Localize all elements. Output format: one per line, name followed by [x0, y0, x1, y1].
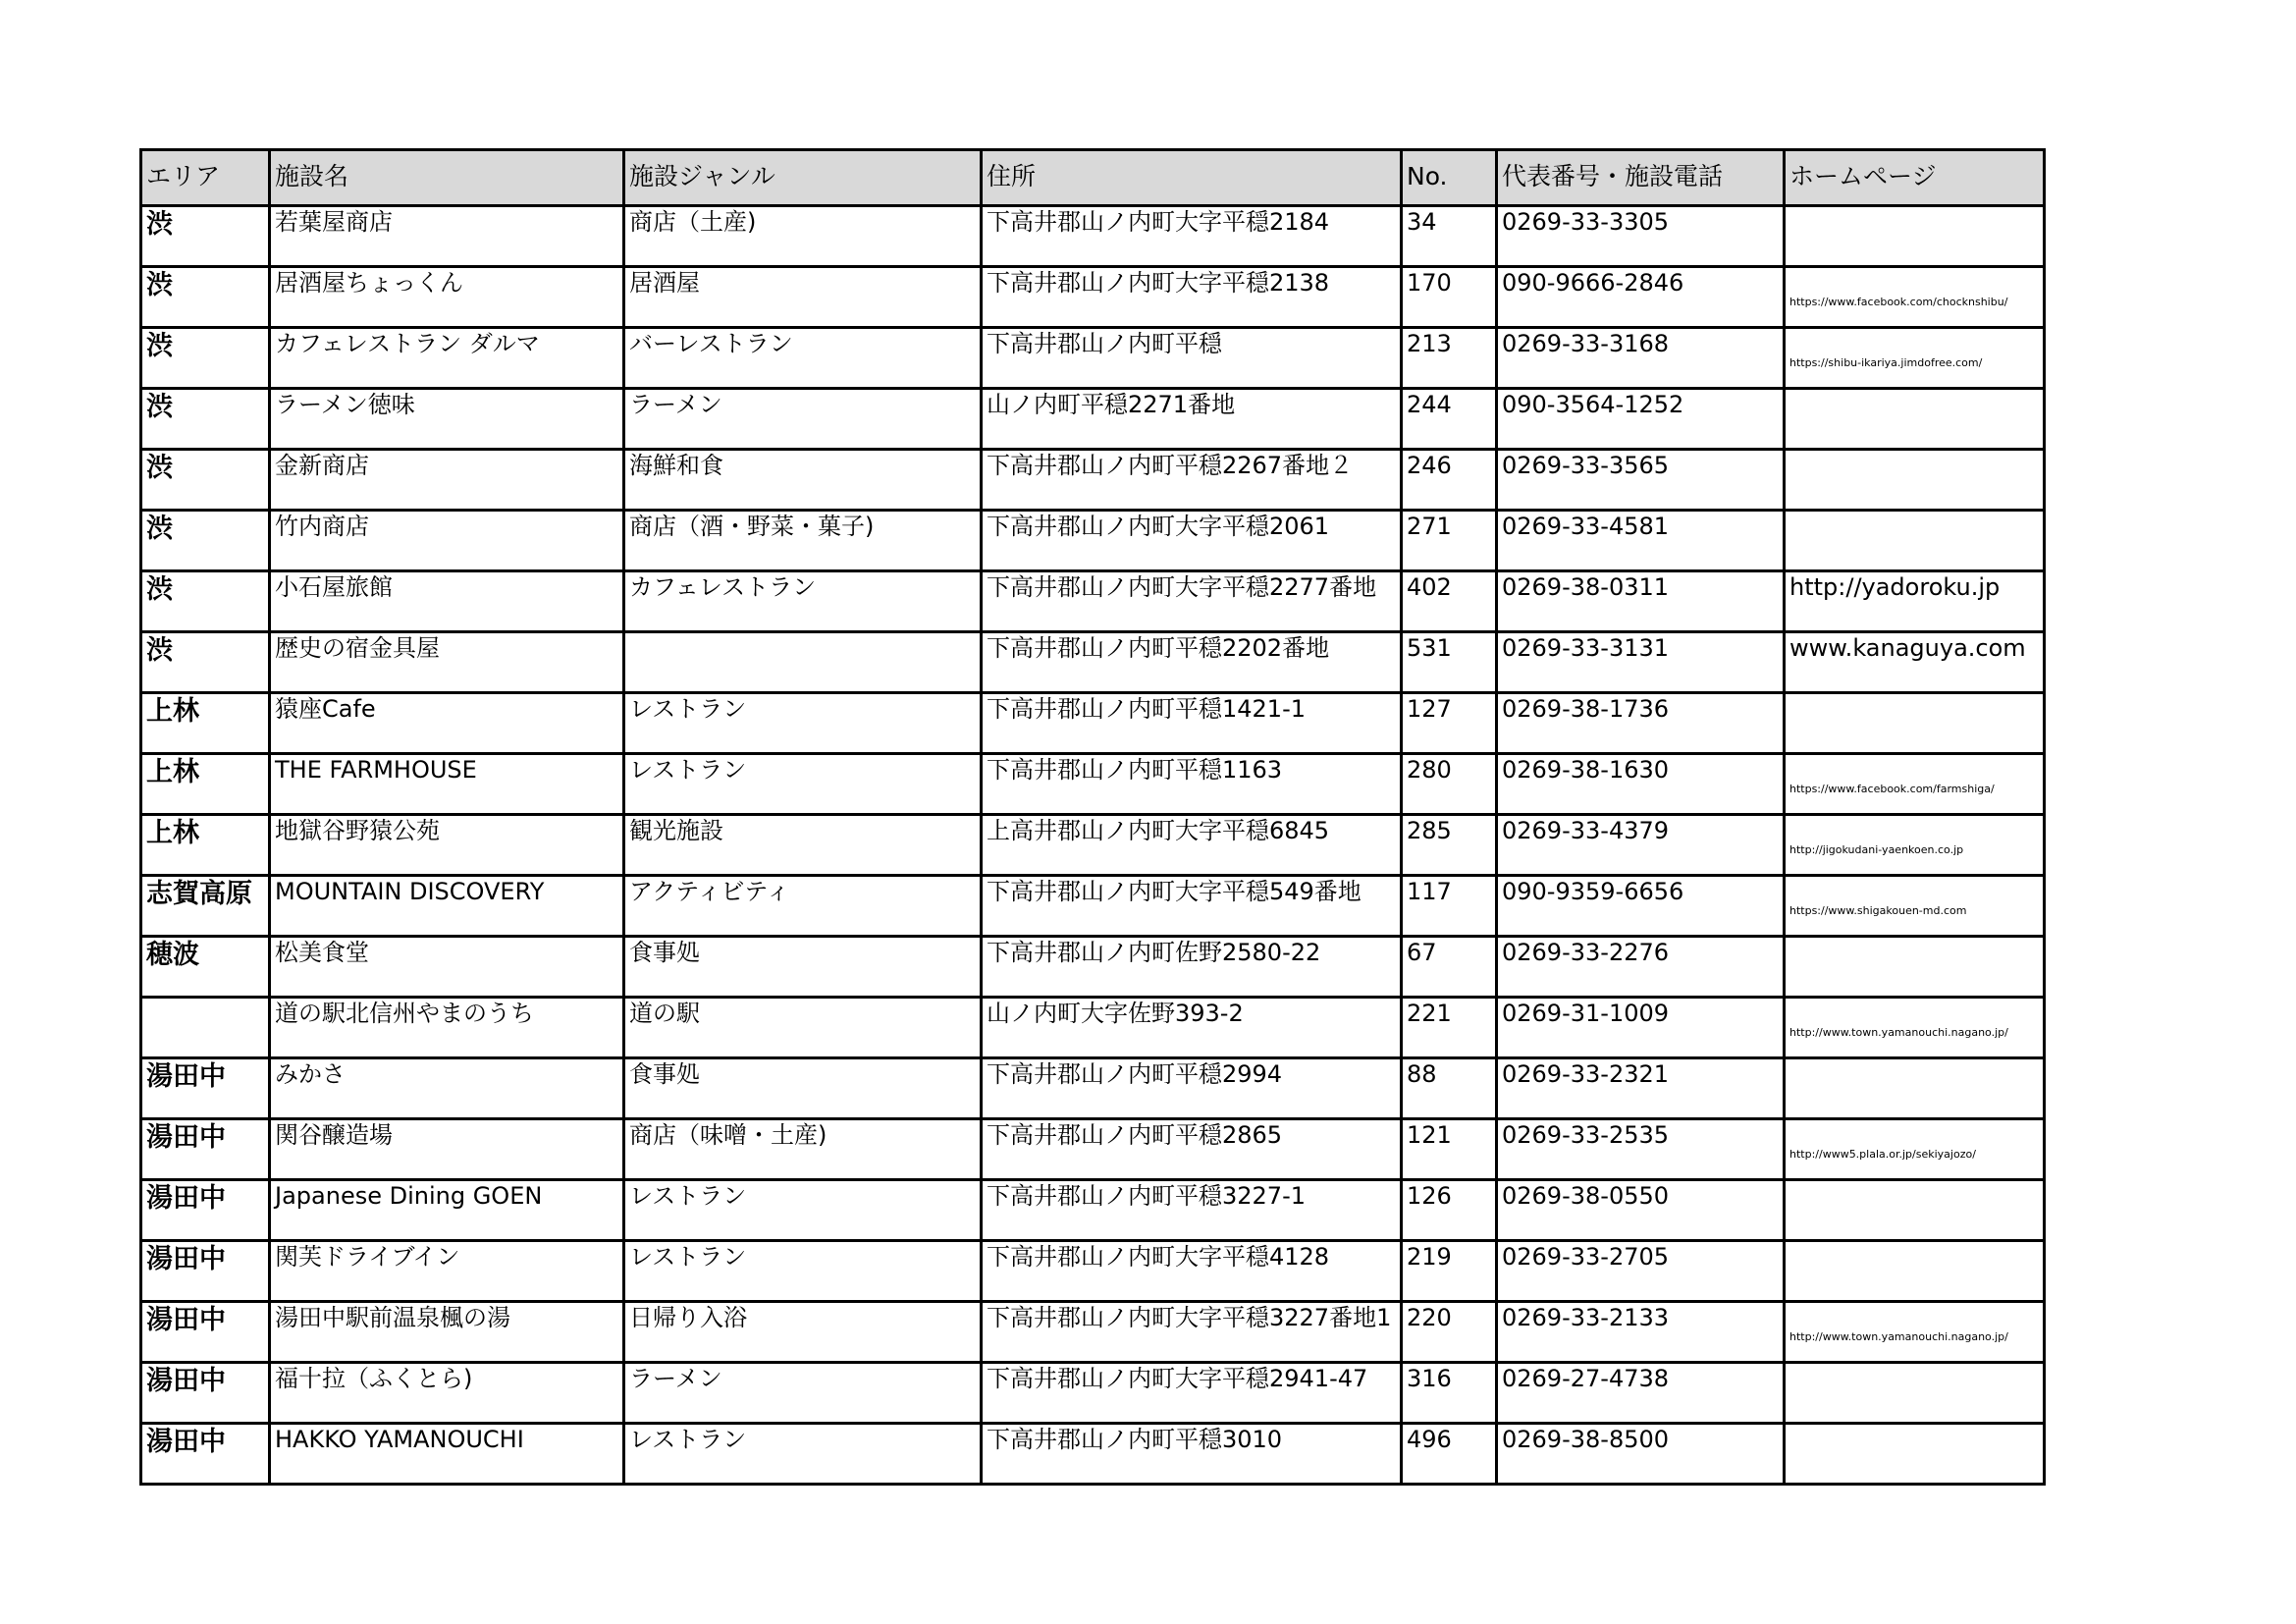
homepage-cell — [1785, 693, 2045, 754]
facility-genre-cell: レストラン — [624, 693, 982, 754]
header-homepage: ホームページ — [1785, 150, 2045, 206]
facility-genre-cell: ラーメン — [624, 389, 982, 450]
facility-name-cell: 地獄谷野猿公苑 — [270, 815, 624, 876]
facility-genre-cell: カフェレストラン — [624, 571, 982, 632]
address-cell: 下高井郡山ノ内町大字平穏4128 — [982, 1241, 1402, 1302]
table-row — [141, 328, 2045, 389]
facility-genre-cell: 食事処 — [624, 1058, 982, 1119]
facility-name-cell: THE FARMHOUSE — [270, 754, 624, 815]
area-cell: 渋 — [141, 328, 270, 389]
homepage-cell — [1785, 511, 2045, 571]
number-cell: 88 — [1402, 1058, 1497, 1119]
facility-genre-cell: 居酒屋 — [624, 267, 982, 328]
facility-genre-cell: 商店（味噌・土産) — [624, 1119, 982, 1180]
facility-name-cell: 若葉屋商店 — [270, 206, 624, 267]
table-row — [141, 571, 2045, 632]
address-cell: 下高井郡山ノ内町佐野2580-22 — [982, 937, 1402, 998]
address-cell: 下高井郡山ノ内町平穏2994 — [982, 1058, 1402, 1119]
phone-cell: 0269-38-1630 — [1497, 754, 1785, 815]
number-cell: 220 — [1402, 1302, 1497, 1363]
homepage-cell[interactable]: http://www.town.yamanouchi.nagano.jp/ — [1785, 1302, 2045, 1363]
address-cell: 下高井郡山ノ内町大字平穏2184 — [982, 206, 1402, 267]
header-phone: 代表番号・施設電話 — [1497, 150, 1785, 206]
homepage-cell — [1785, 206, 2045, 267]
header-area: エリア — [141, 150, 270, 206]
facility-genre-cell: レストラン — [624, 1241, 982, 1302]
phone-cell: 0269-38-0550 — [1497, 1180, 1785, 1241]
number-cell: 34 — [1402, 206, 1497, 267]
table-row — [141, 1180, 2045, 1241]
phone-cell: 0269-33-2321 — [1497, 1058, 1785, 1119]
number-cell: 271 — [1402, 511, 1497, 571]
homepage-cell[interactable]: https://www.facebook.com/chocknshibu/ — [1785, 267, 2045, 328]
facility-genre-cell: バーレストラン — [624, 328, 982, 389]
number-cell: 246 — [1402, 450, 1497, 511]
facility-name-cell: 竹内商店 — [270, 511, 624, 571]
header-address: 住所 — [982, 150, 1402, 206]
address-cell: 下高井郡山ノ内町平穏1163 — [982, 754, 1402, 815]
phone-cell: 0269-33-4379 — [1497, 815, 1785, 876]
facility-name-cell: 道の駅北信州やまのうち — [270, 998, 624, 1058]
area-cell: 志賀高原 — [141, 876, 270, 937]
address-cell: 下高井郡山ノ内町大字平穏2061 — [982, 511, 1402, 571]
phone-cell: 0269-33-3305 — [1497, 206, 1785, 267]
facility-name-cell: 湯田中駅前温泉楓の湯 — [270, 1302, 624, 1363]
table-row — [141, 206, 2045, 267]
header-row — [141, 150, 2045, 206]
address-cell: 下高井郡山ノ内町平穏 — [982, 328, 1402, 389]
table-row — [141, 632, 2045, 693]
homepage-cell[interactable]: http://yadoroku.jp — [1785, 571, 2045, 632]
address-cell: 下高井郡山ノ内町大字平穏549番地 — [982, 876, 1402, 937]
area-cell: 上林 — [141, 693, 270, 754]
number-cell: 496 — [1402, 1424, 1497, 1485]
facility-genre-cell: レストラン — [624, 1424, 982, 1485]
facility-name-cell: 小石屋旅館 — [270, 571, 624, 632]
number-cell: 127 — [1402, 693, 1497, 754]
phone-cell: 090-9666-2846 — [1497, 267, 1785, 328]
phone-cell: 0269-33-2535 — [1497, 1119, 1785, 1180]
facility-genre-cell: 日帰り入浴 — [624, 1302, 982, 1363]
homepage-cell — [1785, 1424, 2045, 1485]
area-cell: 湯田中 — [141, 1424, 270, 1485]
facility-name-cell: カフェレストラン ダルマ — [270, 328, 624, 389]
phone-cell: 0269-33-3131 — [1497, 632, 1785, 693]
facility-name-cell: 金新商店 — [270, 450, 624, 511]
phone-cell: 090-9359-6656 — [1497, 876, 1785, 937]
number-cell: 121 — [1402, 1119, 1497, 1180]
address-cell: 山ノ内町大字佐野393-2 — [982, 998, 1402, 1058]
number-cell: 280 — [1402, 754, 1497, 815]
facility-name-cell: ラーメン徳味 — [270, 389, 624, 450]
homepage-cell[interactable]: https://shibu-ikariya.jimdofree.com/ — [1785, 328, 2045, 389]
area-cell: 穂波 — [141, 937, 270, 998]
table-row — [141, 937, 2045, 998]
number-cell: 244 — [1402, 389, 1497, 450]
homepage-cell — [1785, 389, 2045, 450]
homepage-cell — [1785, 1058, 2045, 1119]
number-cell: 285 — [1402, 815, 1497, 876]
area-cell: 渋 — [141, 450, 270, 511]
phone-cell: 0269-38-8500 — [1497, 1424, 1785, 1485]
phone-cell: 0269-33-2705 — [1497, 1241, 1785, 1302]
table-row — [141, 754, 2045, 815]
number-cell: 213 — [1402, 328, 1497, 389]
table-row — [141, 1302, 2045, 1363]
number-cell: 219 — [1402, 1241, 1497, 1302]
facility-name-cell: 関谷醸造場 — [270, 1119, 624, 1180]
facility-genre-cell: ラーメン — [624, 1363, 982, 1424]
homepage-cell — [1785, 1363, 2045, 1424]
facility-genre-cell: 商店（酒・野菜・菓子) — [624, 511, 982, 571]
phone-cell: 0269-33-3168 — [1497, 328, 1785, 389]
facility-genre-cell: 食事処 — [624, 937, 982, 998]
number-cell: 531 — [1402, 632, 1497, 693]
facility-name-cell: 関芙ドライブイン — [270, 1241, 624, 1302]
area-cell: 上林 — [141, 815, 270, 876]
phone-cell: 0269-33-2133 — [1497, 1302, 1785, 1363]
address-cell: 山ノ内町平穏2271番地 — [982, 389, 1402, 450]
number-cell: 67 — [1402, 937, 1497, 998]
number-cell: 221 — [1402, 998, 1497, 1058]
facility-name-cell: HAKKO YAMANOUCHI — [270, 1424, 624, 1485]
address-cell: 下高井郡山ノ内町平穏3227-1 — [982, 1180, 1402, 1241]
homepage-cell[interactable]: http://jigokudani-yaenkoen.co.jp — [1785, 815, 2045, 876]
facility-name-cell: Japanese Dining GOEN — [270, 1180, 624, 1241]
table-row — [141, 998, 2045, 1058]
header-facility-name: 施設名 — [270, 150, 624, 206]
number-cell: 170 — [1402, 267, 1497, 328]
area-cell: 渋 — [141, 206, 270, 267]
area-cell — [141, 998, 270, 1058]
facility-genre-cell: 商店（土産) — [624, 206, 982, 267]
phone-cell: 0269-38-1736 — [1497, 693, 1785, 754]
facility-genre-cell: 観光施設 — [624, 815, 982, 876]
area-cell: 渋 — [141, 511, 270, 571]
area-cell: 湯田中 — [141, 1302, 270, 1363]
number-cell: 117 — [1402, 876, 1497, 937]
address-cell: 下高井郡山ノ内町平穏3010 — [982, 1424, 1402, 1485]
address-cell: 上高井郡山ノ内町大字平穏6845 — [982, 815, 1402, 876]
table-row — [141, 693, 2045, 754]
homepage-cell — [1785, 450, 2045, 511]
phone-cell: 0269-31-1009 — [1497, 998, 1785, 1058]
facility-genre-cell: レストラン — [624, 1180, 982, 1241]
homepage-cell[interactable]: http://www.town.yamanouchi.nagano.jp/ — [1785, 998, 2045, 1058]
facility-name-cell: 居酒屋ちょっくん — [270, 267, 624, 328]
phone-cell: 0269-38-0311 — [1497, 571, 1785, 632]
area-cell: 湯田中 — [141, 1363, 270, 1424]
table-row — [141, 815, 2045, 876]
phone-cell: 0269-33-4581 — [1497, 511, 1785, 571]
phone-cell: 0269-33-2276 — [1497, 937, 1785, 998]
facility-genre-cell — [624, 632, 982, 693]
facility-name-cell: みかさ — [270, 1058, 624, 1119]
phone-cell: 0269-27-4738 — [1497, 1363, 1785, 1424]
table-row — [141, 1241, 2045, 1302]
facility-name-cell: 猿座Cafe — [270, 693, 624, 754]
facility-genre-cell: 道の駅 — [624, 998, 982, 1058]
facility-name-cell: 歴史の宿金具屋 — [270, 632, 624, 693]
address-cell: 下高井郡山ノ内町大字平穏2277番地 — [982, 571, 1402, 632]
homepage-cell[interactable]: http://www5.plala.or.jp/sekiyajozo/ — [1785, 1119, 2045, 1180]
address-cell: 下高井郡山ノ内町平穏2202番地 — [982, 632, 1402, 693]
area-cell: 渋 — [141, 571, 270, 632]
table-row — [141, 876, 2045, 937]
facility-genre-cell: アクティビティ — [624, 876, 982, 937]
homepage-cell[interactable]: https://www.facebook.com/farmshiga/ — [1785, 754, 2045, 815]
address-cell: 下高井郡山ノ内町大字平穏2941-47 — [982, 1363, 1402, 1424]
area-cell: 湯田中 — [141, 1241, 270, 1302]
number-cell: 316 — [1402, 1363, 1497, 1424]
facility-name-cell: MOUNTAIN DISCOVERY — [270, 876, 624, 937]
address-cell: 下高井郡山ノ内町平穏1421-1 — [982, 693, 1402, 754]
number-cell: 402 — [1402, 571, 1497, 632]
homepage-cell[interactable]: www.kanaguya.com — [1785, 632, 2045, 693]
address-cell: 下高井郡山ノ内町大字平穏2138 — [982, 267, 1402, 328]
facility-genre-cell: レストラン — [624, 754, 982, 815]
table-row — [141, 1119, 2045, 1180]
table-row — [141, 1058, 2045, 1119]
phone-cell: 090-3564-1252 — [1497, 389, 1785, 450]
area-cell: 渋 — [141, 389, 270, 450]
homepage-cell[interactable]: https://www.shigakouen-md.com — [1785, 876, 2045, 937]
table-row — [141, 1363, 2045, 1424]
facility-name-cell: 福十拉（ふくとら) — [270, 1363, 624, 1424]
phone-cell: 0269-33-3565 — [1497, 450, 1785, 511]
table-row — [141, 389, 2045, 450]
header-facility-genre: 施設ジャンル — [624, 150, 982, 206]
number-cell: 126 — [1402, 1180, 1497, 1241]
area-cell: 湯田中 — [141, 1119, 270, 1180]
address-cell: 下高井郡山ノ内町平穏2865 — [982, 1119, 1402, 1180]
area-cell: 渋 — [141, 267, 270, 328]
table-row — [141, 267, 2045, 328]
header-number: No. — [1402, 150, 1497, 206]
area-cell: 湯田中 — [141, 1180, 270, 1241]
homepage-cell — [1785, 937, 2045, 998]
table-row — [141, 450, 2045, 511]
homepage-cell — [1785, 1180, 2045, 1241]
facility-name-cell: 松美食堂 — [270, 937, 624, 998]
facility-genre-cell: 海鮮和食 — [624, 450, 982, 511]
area-cell: 上林 — [141, 754, 270, 815]
area-cell: 渋 — [141, 632, 270, 693]
facility-table — [139, 148, 2046, 1486]
address-cell: 下高井郡山ノ内町大字平穏3227番地1 — [982, 1302, 1402, 1363]
address-cell: 下高井郡山ノ内町平穏2267番地２ — [982, 450, 1402, 511]
table-row — [141, 1424, 2045, 1485]
area-cell: 湯田中 — [141, 1058, 270, 1119]
table-row — [141, 511, 2045, 571]
homepage-cell — [1785, 1241, 2045, 1302]
